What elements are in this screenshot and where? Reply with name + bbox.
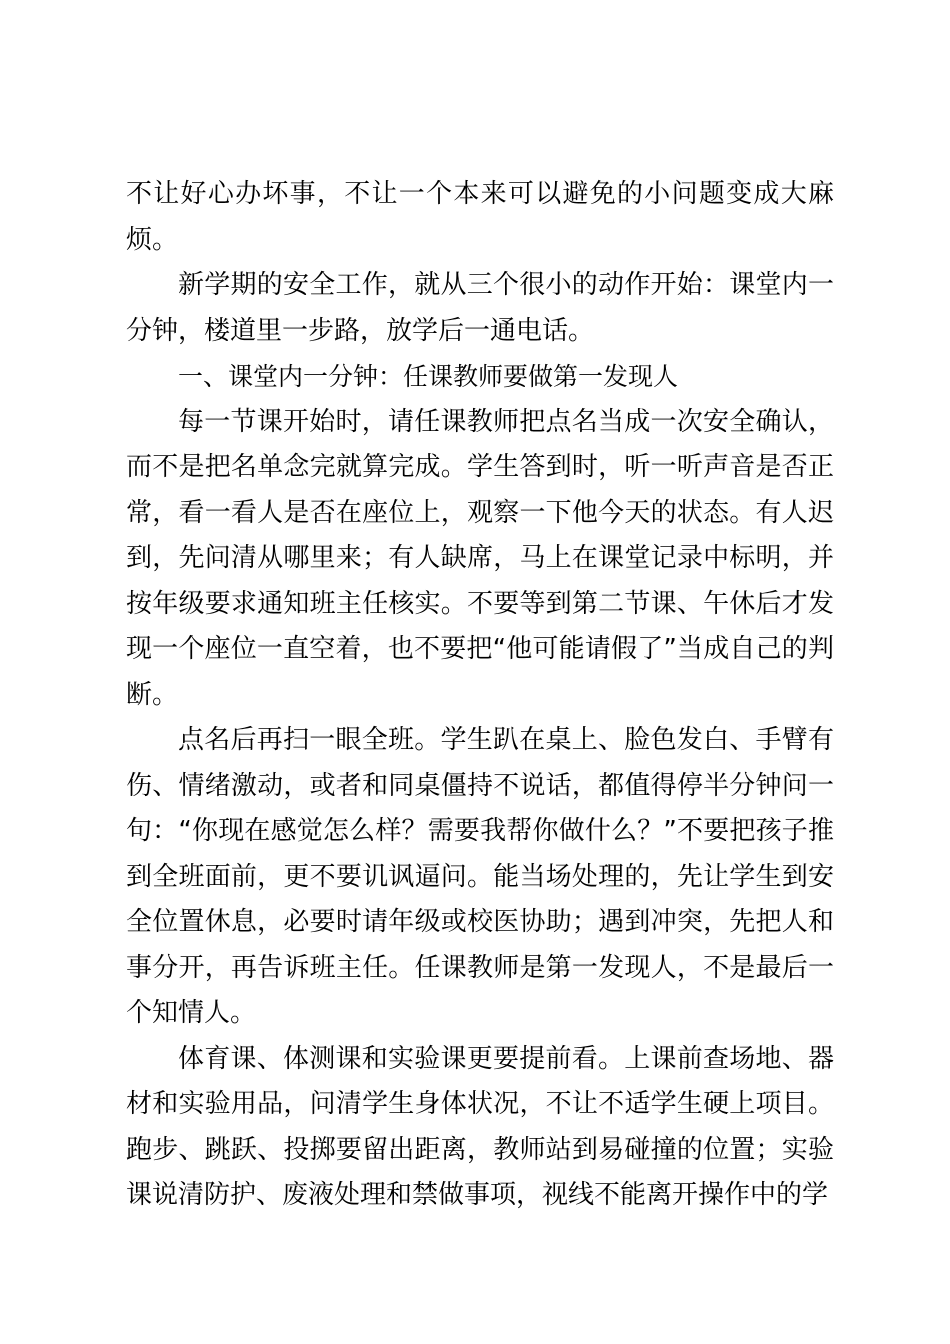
paragraph-intro: 新学期的安全工作，就从三个很小的动作开始：课堂内一分钟，楼道里一步路，放学后一通电话。 [126,270,834,346]
paragraph-scan-class: 点名后再扫一眼全班。学生趴在桌上、脸色发白、手臂有伤、情绪激动，或者和同桌僵持不说话，都值得停半分钟问一句：“你现在感觉怎么样？需要我帮你做什么？”不要把孩子推到全班面前，更不要讥讽逼问。能当场处理的，先让学生到安全位置休息，必要时请年级或校医协助；遇到冲突，先把人和事分开，再告诉班主任。任课教师是第一发现人，不是最后一个知情人。 [126,725,834,1028]
paragraph-continuation: 不让好心办坏事，不让一个本来可以避免的小问题变成大麻烦。 [126,179,834,255]
paragraph-pe-lab: 体育课、体测课和实验课更要提前看。上课前查场地、器材和实验用品，问清学生身体状况，不让不适学生硬上项目。跑步、跳跃、投掷要留出距离，教师站到易碰撞的位置；实验课说清防护、废液处理和禁做事项，视线不能离开操作中的学 [126,1043,834,1210]
document-body [126,172,834,1219]
section-heading: 一、课堂内一分钟：任课教师要做第一发现人 [178,362,679,391]
paragraph-roll-call: 每一节课开始时，请任课教师把点名当成一次安全确认，而不是把名单念完就算完成。学生答到时，听一听声音是否正常，看一看人是否在座位上，观察一下他今天的状态。有人迟到，先问清从哪里来；有人缺席，马上在课堂记录中标明，并按年级要求通知班主任核实。不要等到第二节课、午休后才发现一个座位一直空着，也不要把“他可能请假了”当成自己的判断。 [126,406,834,710]
